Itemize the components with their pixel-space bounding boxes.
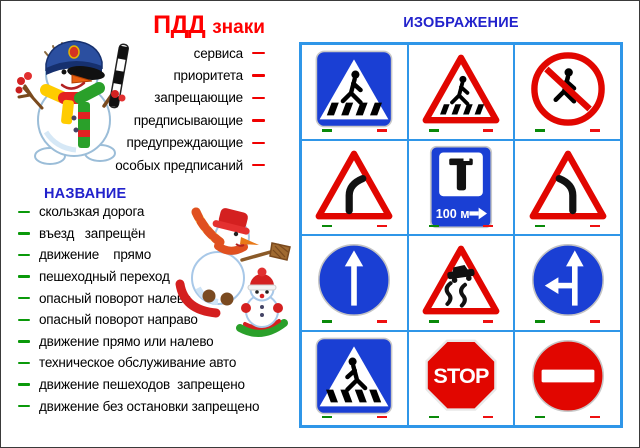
distance-label: 100 м — [435, 206, 470, 221]
sign-type-label: сервиса — [193, 45, 243, 61]
sign-cell — [514, 140, 621, 236]
sign-name-label: опасный поворот налево — [39, 290, 192, 306]
answer-dash-red — [590, 416, 600, 419]
list-item — [18, 395, 288, 417]
answer-dash-red — [377, 320, 387, 323]
broom-icon — [242, 243, 290, 260]
answer-dash-green — [535, 416, 545, 419]
sign-name-label: въезд запрещён — [39, 225, 146, 241]
answer-dash-green — [535, 320, 545, 323]
sign-cell — [301, 331, 408, 427]
answer-dash-green — [322, 320, 332, 323]
answer-dash-red — [252, 164, 265, 167]
no-entry-sign-icon — [528, 336, 608, 416]
answer-dash-red — [252, 142, 265, 145]
answer-dash-green — [18, 340, 30, 343]
sign-types-list — [58, 42, 265, 176]
sledding-snowmen-illustration — [166, 200, 296, 338]
sign-cell — [514, 44, 621, 140]
sign-name-label: опасный поворот направо — [39, 312, 198, 328]
dangerous-turn-left-sign-icon — [528, 145, 608, 225]
mitten — [273, 303, 283, 313]
mitten — [221, 293, 234, 306]
sign-cell — [408, 331, 515, 427]
sign-cell — [408, 235, 515, 331]
answer-dash-green — [18, 254, 30, 257]
answer-dash-red — [590, 129, 600, 132]
image-section-header: ИЗОБРАЖЕНИЕ — [403, 15, 519, 31]
sign-name-label: пешеходный переход — [39, 269, 170, 285]
sign-type-label: предупреждающие — [126, 135, 243, 151]
list-item — [18, 374, 288, 396]
stop-sign-icon — [421, 336, 501, 416]
answer-dash-red — [483, 320, 493, 323]
sign-name-label: движение без остановки запрещено — [39, 398, 260, 414]
page-title-main: ПДД — [153, 11, 206, 39]
pedestrian-crossing-warning-sign-icon — [421, 49, 501, 129]
vehicle-maintenance-sign-icon — [429, 145, 493, 229]
sign-name-label: скользкая дорога — [39, 204, 145, 220]
answer-dash-red — [252, 74, 265, 77]
sign-cell — [514, 331, 621, 427]
answer-dash-red — [252, 119, 265, 122]
go-straight-sign-icon — [314, 240, 394, 320]
answer-dash-green — [18, 275, 30, 278]
answer-dash-green — [18, 232, 30, 235]
mitten — [203, 290, 216, 303]
sign-type-label: предписывающие — [133, 112, 243, 128]
twig-arm-left — [19, 86, 42, 108]
list-item — [58, 109, 265, 131]
answer-dash-green — [429, 320, 439, 323]
answer-dash-red — [377, 416, 387, 419]
answer-dash-green — [18, 319, 30, 322]
answer-dash-green — [18, 405, 30, 408]
stop-label: STOP — [433, 362, 489, 388]
sign-cell — [514, 235, 621, 331]
answer-dash-red — [252, 52, 265, 55]
mitten — [241, 303, 251, 313]
sign-name-label: движение прямо — [39, 247, 152, 263]
answer-dash-red — [590, 225, 600, 228]
list-item — [58, 154, 265, 176]
knit-cap-icon — [248, 268, 276, 291]
go-straight-or-left-sign-icon — [528, 240, 608, 320]
answer-dash-green — [322, 129, 332, 132]
answer-dash-green — [429, 225, 439, 228]
list-item — [58, 87, 265, 109]
sign-name-label: движение пешеходов запрещено — [39, 377, 245, 393]
sign-cell — [408, 140, 515, 236]
sign-type-label: запрещающие — [154, 90, 243, 106]
answer-dash-red — [483, 416, 493, 419]
answer-dash-red — [590, 320, 600, 323]
answer-dash-red — [252, 97, 265, 100]
no-pedestrians-sign-icon — [528, 49, 608, 129]
sign-type-label: приоритета — [173, 68, 243, 84]
sign-cell — [408, 44, 515, 140]
sign-cell — [301, 235, 408, 331]
slippery-road-sign-icon — [421, 240, 501, 320]
dangerous-turn-right-sign-icon — [314, 145, 394, 225]
answer-dash-green — [535, 225, 545, 228]
answer-dash-green — [429, 416, 439, 419]
answer-dash-green — [322, 416, 332, 419]
pedestrian-crossing-blue-left-sign-icon — [314, 336, 394, 416]
sign-cell — [301, 140, 408, 236]
sign-name-label: движение прямо или налево — [39, 333, 214, 349]
answer-dash-green — [18, 362, 30, 365]
pedestrian-crossing-blue-right-sign-icon — [314, 49, 394, 129]
answer-dash-green — [18, 383, 30, 386]
answer-dash-red — [483, 129, 493, 132]
page-title — [142, 11, 276, 40]
answer-dash-red — [377, 225, 387, 228]
sign-name-label: техническое обслуживание авто — [39, 355, 237, 371]
answer-dash-green — [322, 225, 332, 228]
list-item — [58, 42, 265, 64]
answer-dash-green — [18, 297, 30, 300]
page-title-sub: знаки — [212, 17, 265, 38]
answer-dash-red — [377, 129, 387, 132]
answer-dash-red — [483, 225, 493, 228]
sign-cell — [301, 44, 408, 140]
sign-type-label: особых предписаний — [115, 157, 243, 173]
list-item — [58, 64, 265, 86]
list-item — [58, 132, 265, 154]
signs-grid — [299, 42, 623, 428]
answer-dash-green — [18, 211, 30, 214]
answer-dash-green — [535, 129, 545, 132]
list-item — [18, 352, 288, 374]
answer-dash-green — [429, 129, 439, 132]
names-section-header: НАЗВАНИЕ — [44, 186, 127, 202]
